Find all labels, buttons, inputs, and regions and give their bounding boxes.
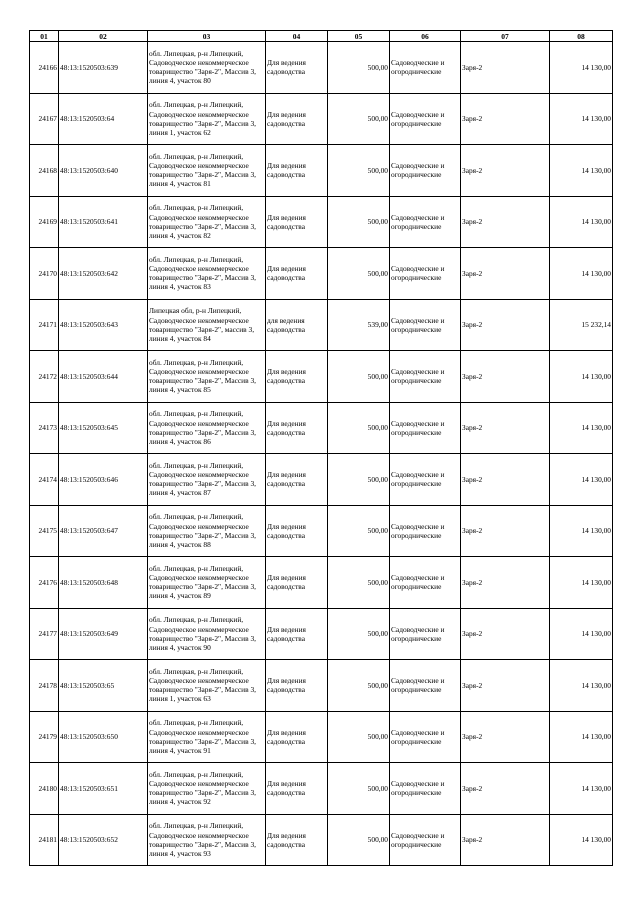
table-row [30,557,613,609]
table-body [30,42,613,866]
record-number-cell: 24175 [30,505,59,557]
location-cell: Заря-2 [461,351,550,403]
area-cell: 539,00 [328,299,390,351]
cadastral-number-cell: 48:13:1520503:643 [59,299,148,351]
location-cell: Заря-2 [461,145,550,197]
area-cell: 500,00 [328,454,390,506]
address-cell [148,763,266,815]
address-cell [148,402,266,454]
location-cell: Заря-2 [461,248,550,300]
cadastral-value-cell: 14 130,00 [550,196,613,248]
record-number-cell: 24170 [30,248,59,300]
cadastral-number-cell: 48:13:1520503:644 [59,351,148,403]
land-category-cell: Садоводческие и огороднические [390,42,461,94]
area-cell: 500,00 [328,42,390,94]
land-registry-table [29,30,613,866]
record-number-cell: 24177 [30,608,59,660]
location-cell: Заря-2 [461,814,550,866]
record-number-cell: 24174 [30,454,59,506]
table-row [30,608,613,660]
table-row [30,351,613,403]
land-category-cell: Садоводческие и огороднические [390,660,461,712]
address-cell [148,454,266,506]
column-header: 08 [550,31,613,42]
table-row [30,196,613,248]
permitted-use-cell: Для ведения садоводства [266,402,328,454]
address-text: обл. Липецкая, р-н Липецкий, Садоводческое некоммерческое товарищество "Заря-2", Массив 3, линия 4, участок 82 [149,203,257,240]
address-text: обл. Липецкая, р-н Липецкий, Садоводческое некоммерческое товарищество "Заря-2", Массив 3, линия 4, участок 90 [149,615,257,652]
address-text: обл. Липецкая, р-н Липецкий, Садоводческое некоммерческое товарищество "Заря-2", Массив 3, линия 4, участок 92 [149,769,257,807]
address-text: Липецкая обл, р-н Липецкий, Садоводческое некоммерческое товарищество "Заря-2", массив 3, линия 4, участок 84 [149,306,255,343]
cadastral-number-cell: 48:13:1520503:649 [59,608,148,660]
land-category-cell: Садоводческие и огороднические [390,505,461,557]
area-cell: 500,00 [328,711,390,763]
record-number-cell: 24176 [30,557,59,609]
location-cell: Заря-2 [461,557,550,609]
cadastral-value-cell: 14 130,00 [550,93,613,145]
cadastral-number-cell: 48:13:1520503:642 [59,248,148,300]
permitted-use-cell: Для ведения садоводства [266,763,328,815]
cadastral-number-cell: 48:13:1520503:65 [59,660,148,712]
area-cell: 500,00 [328,763,390,815]
area-cell: 500,00 [328,505,390,557]
permitted-use-cell: Для ведения садоводства [266,711,328,763]
cadastral-value-cell: 15 232,14 [550,299,613,351]
permitted-use-cell: Для ведения садоводства [266,42,328,94]
cadastral-value-cell: 14 130,00 [550,351,613,403]
location-cell: Заря-2 [461,402,550,454]
registry-sheet [29,30,612,866]
record-number-cell: 24181 [30,814,59,866]
area-cell: 500,00 [328,608,390,660]
record-number-cell: 24178 [30,660,59,712]
table-row [30,660,613,712]
permitted-use-cell: Для ведения садоводства [266,608,328,660]
area-cell: 500,00 [328,814,390,866]
record-number-cell: 24171 [30,299,59,351]
permitted-use-cell: Для ведения садоводства [266,93,328,145]
permitted-use-cell: Для ведения садоводства [266,351,328,403]
record-number-cell: 24166 [30,42,59,94]
cadastral-number-cell: 48:13:1520503:647 [59,505,148,557]
column-header: 07 [461,31,550,42]
address-cell [148,42,266,94]
address-text: обл. Липецкая, р-н Липецкий, Садоводческое некоммерческое товарищество "Заря-2", Массив 3, линия 4, участок 87 [149,460,257,498]
address-cell [148,608,266,660]
land-category-cell: Садоводческие и огороднические [390,608,461,660]
area-cell: 500,00 [328,196,390,248]
area-cell: 500,00 [328,557,390,609]
location-cell: Заря-2 [461,454,550,506]
location-cell: Заря-2 [461,660,550,712]
permitted-use-cell: Для ведения садоводства [266,557,328,609]
address-text: обл. Липецкая, р-н Липецкий, Садоводческое некоммерческое товарищество "Заря-2", Массив 3, линия 4, участок 88 [149,512,257,549]
cadastral-number-cell: 48:13:1520503:650 [59,711,148,763]
cadastral-number-cell: 48:13:1520503:640 [59,145,148,197]
address-text: обл. Липецкая, р-н Липецкий, Садоводческое некоммерческое товарищество "Заря-2", Массив 3, линия 1, участок 62 [149,100,257,137]
column-header: 05 [328,31,390,42]
table-row [30,42,613,94]
column-header: 06 [390,31,461,42]
cadastral-value-cell: 14 130,00 [550,248,613,300]
table-row [30,711,613,763]
cadastral-value-cell: 14 130,00 [550,454,613,506]
area-cell: 500,00 [328,145,390,197]
land-category-cell: Садоводческие и огороднические [390,763,461,815]
cadastral-value-cell: 14 130,00 [550,711,613,763]
address-cell [148,351,266,403]
permitted-use-cell: Для ведения садоводства [266,454,328,506]
address-cell [148,248,266,300]
cadastral-number-cell: 48:13:1520503:652 [59,814,148,866]
location-cell: Заря-2 [461,299,550,351]
area-cell: 500,00 [328,660,390,712]
area-cell: 500,00 [328,402,390,454]
cadastral-value-cell: 14 130,00 [550,608,613,660]
cadastral-value-cell: 14 130,00 [550,42,613,94]
table-row [30,145,613,197]
table-row [30,248,613,300]
permitted-use-cell: Для ведения садоводства [266,660,328,712]
location-cell: Заря-2 [461,505,550,557]
land-category-cell: Садоводческие и огороднические [390,402,461,454]
land-category-cell: Садоводческие и огороднические [390,814,461,866]
land-category-cell: Садоводческие и огороднические [390,93,461,145]
column-header: 03 [148,31,266,42]
table-header [30,31,613,42]
table-row [30,93,613,145]
cadastral-value-cell: 14 130,00 [550,660,613,712]
location-cell: Заря-2 [461,711,550,763]
table-row [30,402,613,454]
record-number-cell: 24179 [30,711,59,763]
address-cell [148,299,266,351]
address-text: обл. Липецкая, р-н Липецкий, Садоводческое некоммерческое товарищество "Заря-2", Массив 3, линия 4, участок 80 [149,48,257,86]
address-cell [148,660,266,712]
cadastral-number-cell: 48:13:1520503:641 [59,196,148,248]
cadastral-number-cell: 48:13:1520503:64 [59,93,148,145]
address-cell [148,814,266,866]
address-cell [148,711,266,763]
record-number-cell: 24168 [30,145,59,197]
land-category-cell: Садоводческие и огороднические [390,351,461,403]
location-cell: Заря-2 [461,763,550,815]
record-number-cell: 24172 [30,351,59,403]
land-category-cell: Садоводческие и огороднические [390,557,461,609]
address-text: обл. Липецкая, р-н Липецкий, Садоводческое некоммерческое товарищество "Заря-2", Массив 3, линия 4, участок 83 [149,254,257,292]
table-row [30,763,613,815]
cadastral-number-cell: 48:13:1520503:646 [59,454,148,506]
table-row [30,299,613,351]
header-row [30,31,613,42]
area-cell: 500,00 [328,248,390,300]
land-category-cell: Садоводческие и огороднические [390,711,461,763]
land-category-cell: Садоводческие и огороднические [390,454,461,506]
address-cell [148,557,266,609]
area-cell: 500,00 [328,351,390,403]
cadastral-value-cell: 14 130,00 [550,763,613,815]
address-text: обл. Липецкая, р-н Липецкий, Садоводческое некоммерческое товарищество "Заря-2", Массив 3, линия 4, участок 89 [149,563,257,601]
record-number-cell: 24169 [30,196,59,248]
address-text: обл. Липецкая, р-н Липецкий, Садоводческое некоммерческое товарищество "Заря-2", Массив 3, линия 4, участок 86 [149,409,257,446]
permitted-use-cell: Для ведения садоводства [266,248,328,300]
cadastral-value-cell: 14 130,00 [550,505,613,557]
permitted-use-cell: Для ведения садоводства [266,505,328,557]
land-category-cell: Садоводческие и огороднические [390,145,461,197]
table-row [30,454,613,506]
column-header: 04 [266,31,328,42]
address-text: обл. Липецкая, р-н Липецкий, Садоводческое некоммерческое товарищество "Заря-2", Массив 3, линия 4, участок 91 [149,718,257,755]
cadastral-value-cell: 14 130,00 [550,402,613,454]
address-cell [148,145,266,197]
area-cell: 500,00 [328,93,390,145]
record-number-cell: 24167 [30,93,59,145]
location-cell: Заря-2 [461,93,550,145]
address-text: обл. Липецкая, р-н Липецкий, Садоводческое некоммерческое товарищество "Заря-2", Массив 3, линия 4, участок 81 [149,151,257,189]
permitted-use-cell: Для ведения садоводства [266,814,328,866]
cadastral-number-cell: 48:13:1520503:651 [59,763,148,815]
location-cell: Заря-2 [461,42,550,94]
address-cell [148,196,266,248]
cadastral-number-cell: 48:13:1520503:639 [59,42,148,94]
permitted-use-cell: Для ведения садоводства [266,145,328,197]
land-category-cell: Садоводческие и огороднические [390,196,461,248]
location-cell: Заря-2 [461,608,550,660]
address-text: обл. Липецкая, р-н Липецкий, Садоводческое некоммерческое товарищество "Заря-2", Массив 3, линия 4, участок 85 [149,357,257,395]
permitted-use-cell: Для ведения садоводства [266,196,328,248]
permitted-use-cell: для ведения садоводства [266,299,328,351]
column-header: 02 [59,31,148,42]
cadastral-value-cell: 14 130,00 [550,814,613,866]
column-header: 01 [30,31,59,42]
table-row [30,814,613,866]
record-number-cell: 24173 [30,402,59,454]
address-text: обл. Липецкая, р-н Липецкий, Садоводческое некоммерческое товарищество "Заря-2", Массив 3, линия 4, участок 93 [149,821,257,858]
table-row [30,505,613,557]
address-cell [148,505,266,557]
address-text: обл. Липецкая, р-н Липецкий, Садоводческое некоммерческое товарищество "Заря-2", Массив 3, линия 1, участок 63 [149,666,257,704]
address-cell [148,93,266,145]
land-category-cell: Садоводческие и огороднические [390,299,461,351]
cadastral-number-cell: 48:13:1520503:648 [59,557,148,609]
location-cell: Заря-2 [461,196,550,248]
record-number-cell: 24180 [30,763,59,815]
cadastral-value-cell: 14 130,00 [550,145,613,197]
cadastral-value-cell: 14 130,00 [550,557,613,609]
cadastral-number-cell: 48:13:1520503:645 [59,402,148,454]
land-category-cell: Садоводческие и огороднические [390,248,461,300]
